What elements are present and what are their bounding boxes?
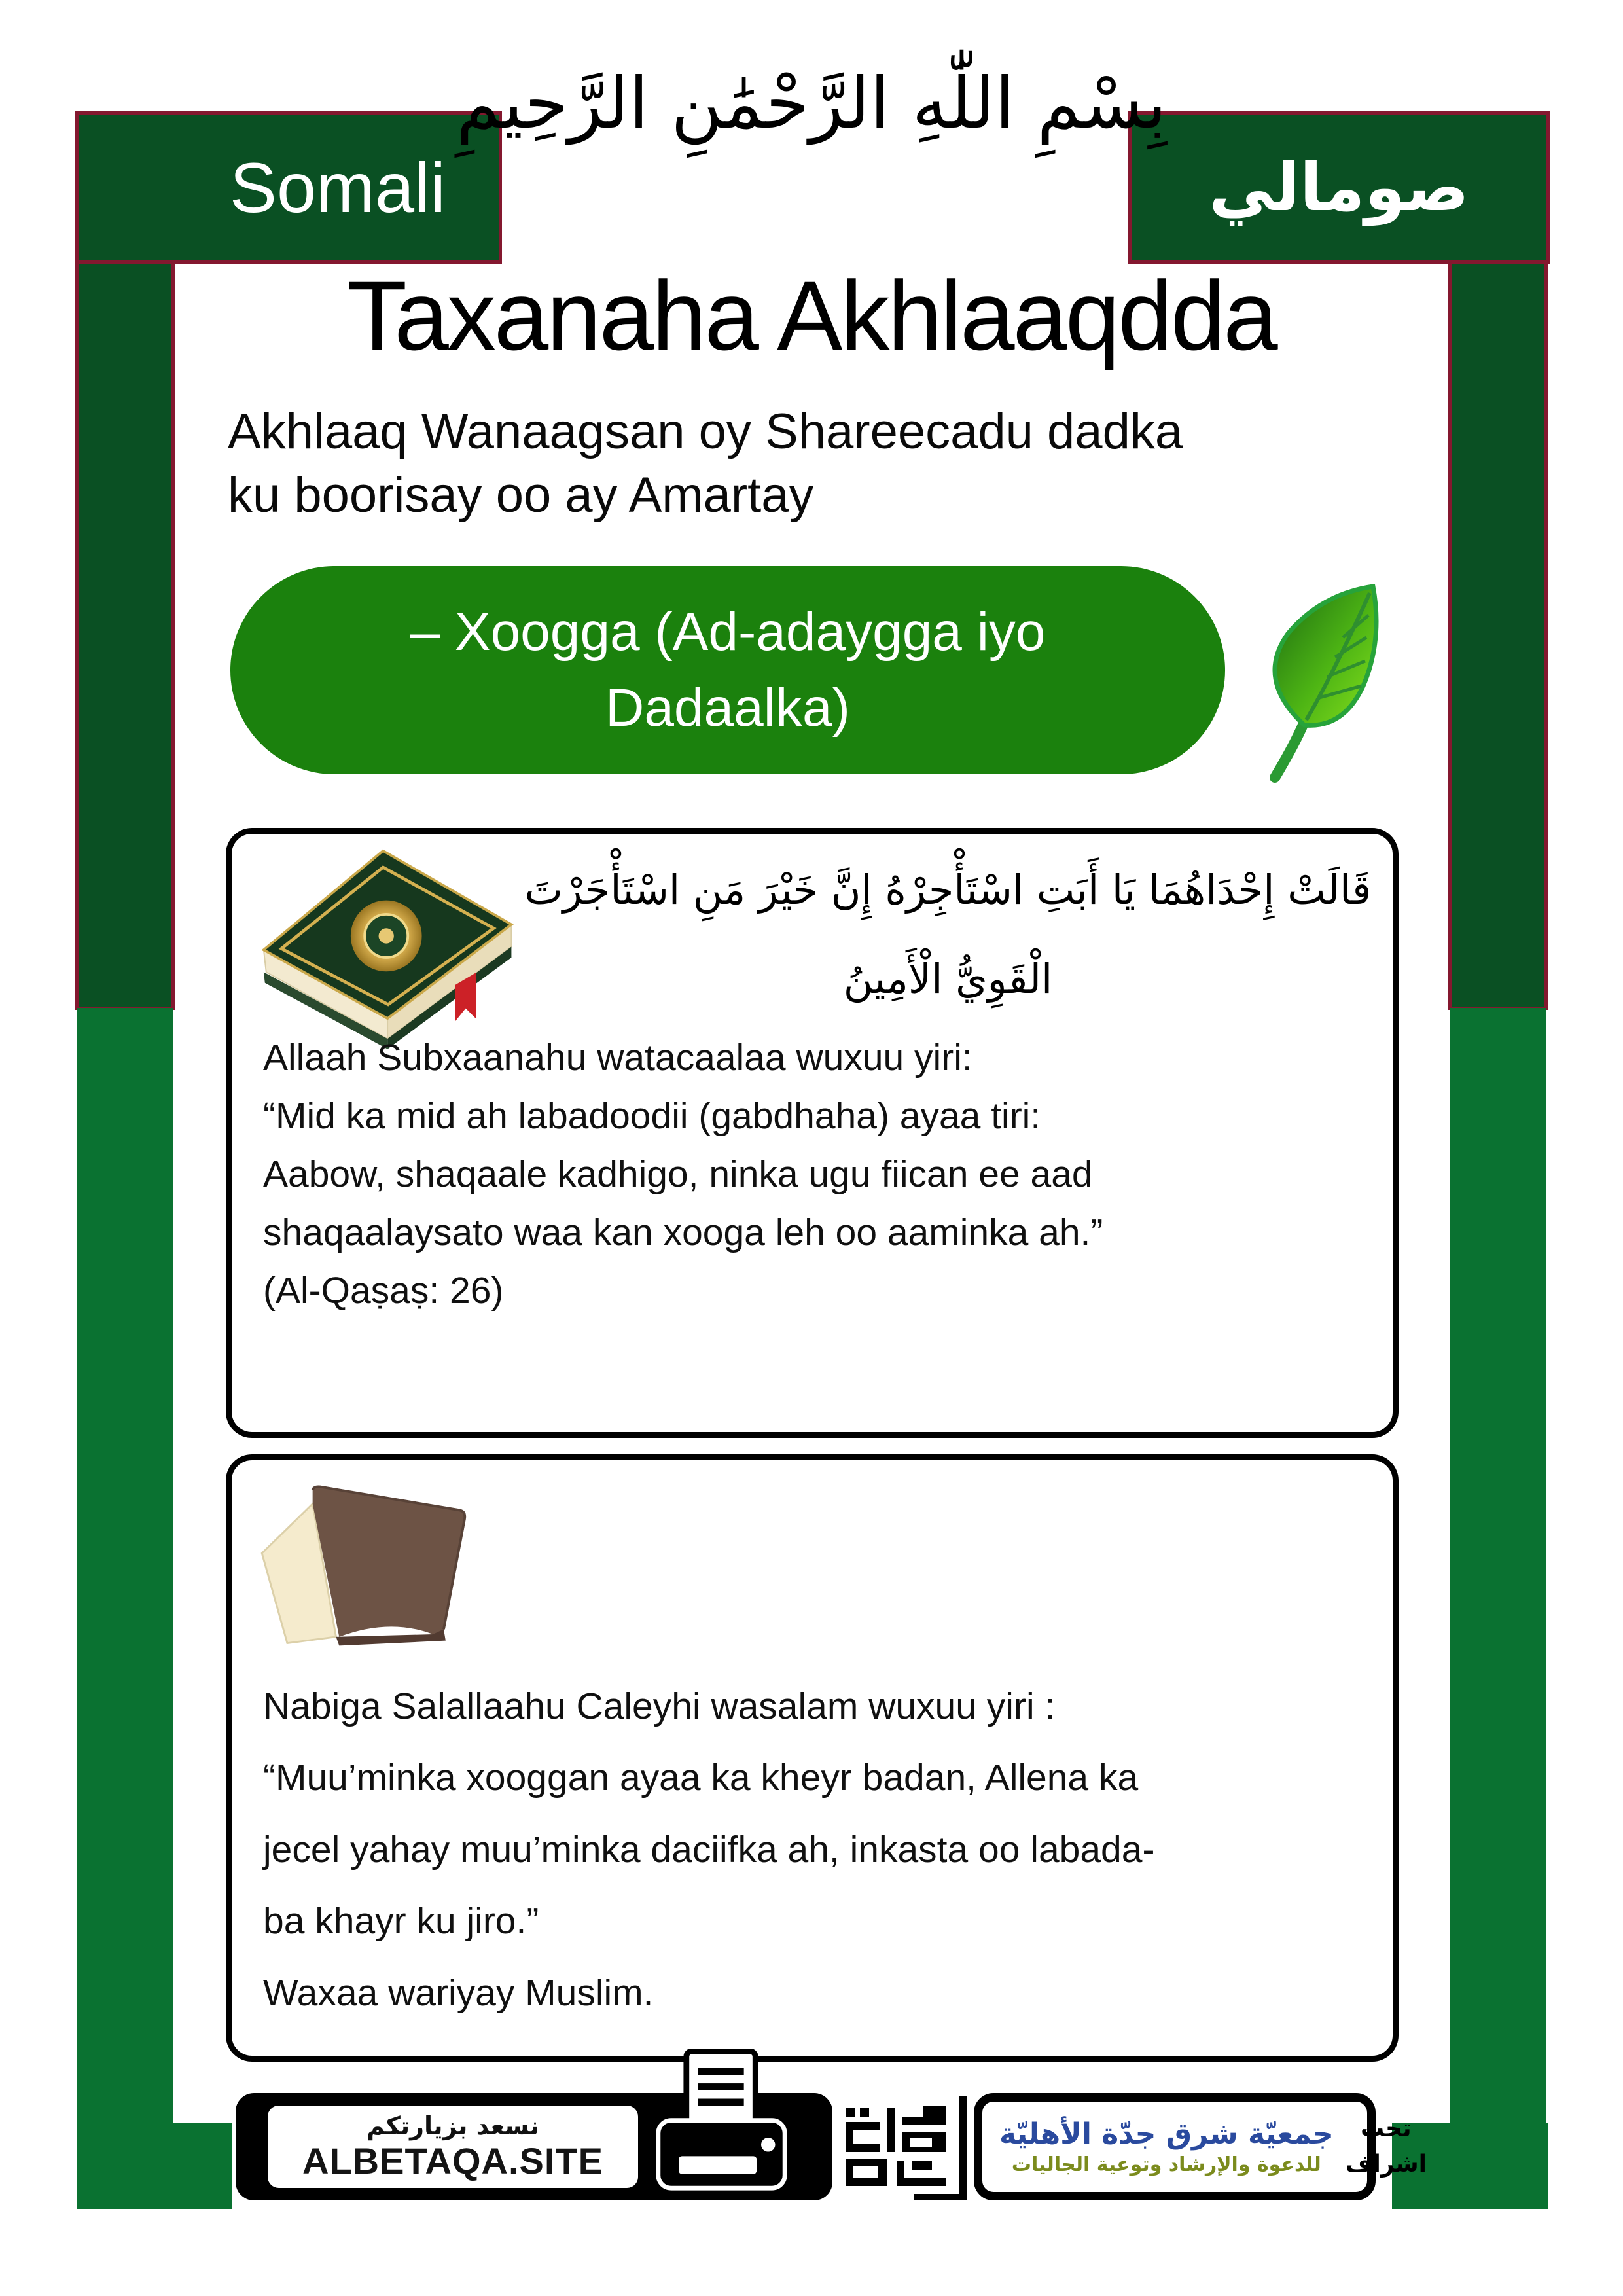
quran-translation-line: “Mid ka mid ah labadoodii (gabdhaha) ayaa tiri: (263, 1094, 1041, 1137)
topic-line-1: – Xoogga (Ad-adaygga iyo (410, 601, 1046, 662)
bismillah-calligraphy: بِسْمِ اللّٰهِ الرَّحْمَٰنِ الرَّحِيمِ (456, 63, 1167, 145)
hadith-line: ba khayr ku jiro.” (263, 1900, 539, 1943)
organization-calligraphy (999, 2116, 1334, 2178)
hadith-line: jecel yahay muu’minka daciifka ah, inkasta oo labada- (263, 1828, 1155, 1871)
language-label-arabic-text: صومالي (1209, 149, 1469, 226)
visit-tagline: نسعد بزيارتكم (366, 2111, 540, 2141)
organization-mission: للدعوة والإرشاد وتوعية الجاليات (1011, 2153, 1321, 2176)
supervision-word-2: اشراف (1345, 2151, 1427, 2178)
right-border-bar-light (1450, 1008, 1546, 2209)
hadith-line: “Muu’minka xooggan ayaa ka kheyr badan, Allena ka (263, 1757, 1139, 1799)
quran-quote-card (226, 828, 1399, 1438)
verse-line-2: الْقَوِيُّ الْأَمِينُ (843, 955, 1053, 1003)
quran-translation (263, 1029, 1349, 1320)
visit-site-box (259, 2097, 647, 2197)
organization-name: جمعيّة شرق جدّة الأهليّة (999, 2117, 1334, 2151)
hadith-line: Waxaa wariyay Muslim. (263, 1971, 654, 2014)
supervision-box (974, 2093, 1427, 2200)
supervision-word-1: تحت (1361, 2115, 1412, 2142)
quran-translation-line: (Al-Qaṣaṣ: 26) (263, 1269, 504, 1312)
kufic-calligraphy-logo (836, 2093, 967, 2200)
topic-line-2: Dadaalka) (605, 678, 850, 738)
supervision-label (1334, 2111, 1427, 2182)
quran-translation-line: shaqaalaysato waa kan xooga leh oo aaminka ah.” (263, 1211, 1103, 1253)
page-subtitle (228, 401, 1340, 527)
hadith-book-icon (250, 1477, 479, 1674)
left-border-foot (77, 2123, 232, 2209)
hadith-quote-card (226, 1454, 1399, 2062)
page-title: Taxanaha Akhlaaqdda (347, 260, 1276, 370)
subtitle-line-1: Akhlaaq Wanaagsan oy Shareecadu dadka (228, 404, 1183, 459)
topic-pill (230, 566, 1225, 774)
hadith-line: Nabiga Salallaahu Caleyhi wasalam wuxuu yiri : (263, 1685, 1056, 1727)
left-border-bar-light (77, 1008, 173, 2209)
site-name: ALBETAQA.SITE (302, 2140, 603, 2182)
subtitle-line-2: ku boorisay oo ay Amartay (228, 467, 814, 523)
quran-verse-arabic (520, 846, 1376, 1024)
verse-line-1: قَالَتْ إِحْدَاهُمَا يَا أَبَتِ اسْتَأْجِرْهُ إِنَّ خَيْرَ مَنِ اسْتَأْجَرْتَ (524, 866, 1372, 914)
language-label-somali-text: Somali (229, 148, 446, 227)
quran-translation-line: Allaah Subxaanahu watacaalaa wuxuu yiri: (263, 1037, 972, 1079)
quran-translation-line: Aabow, shaqaale kadhigo, ninka ugu fiican ee aad (263, 1153, 1093, 1195)
leaf-icon (1236, 581, 1393, 804)
printer-icon (654, 2049, 789, 2202)
hadith-text (263, 1671, 1363, 2029)
